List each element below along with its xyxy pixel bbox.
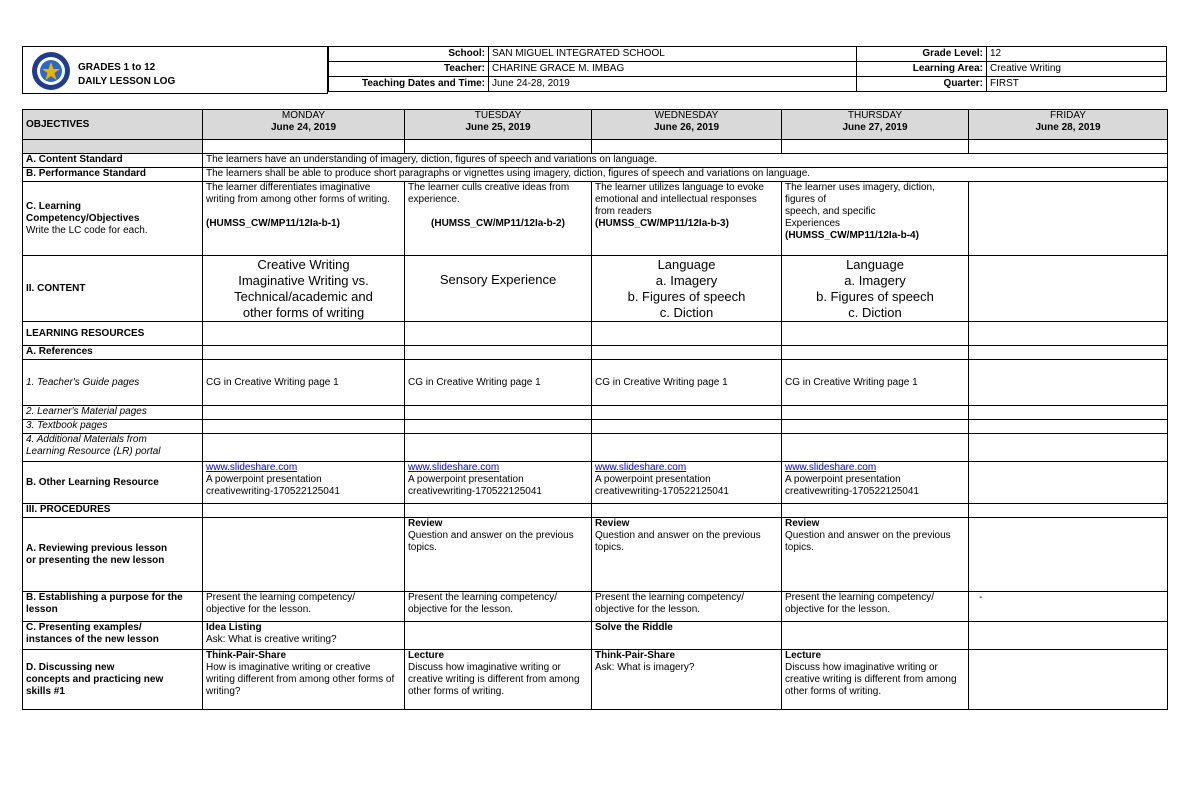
competency-code: (HUMSS_CW/MP11/12Ia-b-4)	[785, 230, 919, 241]
other-resource-line: creativewriting-170522125041	[785, 486, 919, 497]
quarter-value: FIRST	[987, 77, 1167, 92]
performance-standard-text: The learners shall be able to produce short paragraphs or vignettes using imagery, diction, figures of speech and variations on language.	[203, 168, 1168, 182]
slideshare-link[interactable]: www.slideshare.com	[595, 462, 687, 473]
teachers-guide-row	[23, 360, 1168, 406]
purpose-label-line2: lesson	[26, 604, 58, 615]
empty-cell	[405, 420, 592, 434]
empty-cell	[405, 322, 592, 346]
empty-cell	[782, 420, 969, 434]
purpose-friday: -	[969, 592, 1168, 622]
discussing-row	[23, 650, 1168, 710]
reviewing-row	[23, 518, 1168, 592]
content-line: Language	[846, 256, 904, 272]
content-row	[23, 256, 1168, 322]
content-standard-text: The learners have an understanding of imagery, diction, figures of speech and variations on language.	[203, 154, 1168, 168]
procedures-label: III. PROCEDURES	[23, 504, 203, 518]
empty-cell	[203, 420, 405, 434]
other-resource-label: B. Other Learning Resource	[23, 462, 203, 504]
presenting-row	[23, 622, 1168, 650]
discussing-label-line2: concepts and practicing new	[26, 673, 164, 685]
discussing-friday	[969, 650, 1168, 710]
empty-cell	[969, 504, 1168, 518]
empty-cell	[203, 504, 405, 518]
competency-line: Experiences	[785, 218, 841, 229]
other-resource-wednesday	[592, 462, 782, 504]
content-line: a. Imagery	[844, 272, 906, 288]
teachers-guide-friday	[969, 360, 1168, 406]
competency-monday	[203, 182, 405, 256]
content-line: a. Imagery	[655, 272, 718, 288]
discussing-monday	[203, 650, 405, 710]
purpose-line: Present the learning competency/	[595, 592, 744, 603]
teachers-guide-thursday: CG in Creative Writing page 1	[782, 360, 969, 406]
teachers-guide-wednesday: CG in Creative Writing page 1	[592, 360, 782, 406]
days-header-row	[23, 110, 1168, 140]
empty-cell	[969, 322, 1168, 346]
presenting-wednesday	[592, 622, 782, 650]
discussing-text: How is imaginative writing or creative writing different from among other forms of writing?	[206, 662, 395, 697]
day-header-wednesday	[592, 110, 782, 140]
content-line: c. Diction	[848, 304, 902, 320]
procedures-row	[23, 504, 1168, 518]
other-resource-line: A powerpoint presentation	[595, 474, 711, 485]
review-text: Question and answer on the previous topics.	[408, 530, 574, 553]
competency-label-line2: Competency/Objectives	[26, 212, 140, 224]
content-friday	[969, 256, 1168, 322]
reviewing-thursday	[782, 518, 969, 592]
grades-line-2: DAILY LESSON LOG	[78, 76, 176, 87]
discussing-text: Ask: What is imagery?	[595, 662, 695, 673]
competency-code: (HUMSS_CW/MP11/12Ia-b-1)	[206, 218, 340, 229]
content-line: other forms of writing	[242, 304, 365, 320]
other-resource-line: A powerpoint presentation	[408, 474, 524, 485]
competency-tuesday	[405, 182, 592, 256]
header-logo-box	[22, 46, 328, 94]
purpose-line: Present the learning competency/	[206, 592, 355, 603]
spacer-cell	[405, 140, 592, 154]
grade-level-label: Grade Level:	[857, 47, 987, 62]
empty-cell	[969, 434, 1168, 462]
competency-code: (HUMSS_CW/MP11/12Ia-b-2)	[431, 218, 565, 229]
empty-cell	[592, 322, 782, 346]
empty-cell	[592, 420, 782, 434]
discussing-tuesday	[405, 650, 592, 710]
other-resource-line: creativewriting-170522125041	[206, 486, 340, 497]
additional-materials-row	[23, 434, 1168, 462]
discussing-title: Lecture	[408, 650, 445, 661]
content-line: b. Figures of speech	[627, 288, 746, 304]
reviewing-wednesday	[592, 518, 782, 592]
content-line: Technical/academic and	[234, 288, 373, 304]
empty-cell	[969, 346, 1168, 360]
day-header-thursday	[782, 110, 969, 140]
day-header-friday	[969, 110, 1168, 140]
other-resource-line: creativewriting-170522125041	[595, 486, 729, 497]
day-date: June 28, 2019	[1035, 122, 1101, 133]
day-name: FRIDAY	[1050, 110, 1086, 121]
learning-area-label: Learning Area:	[857, 62, 987, 77]
competency-row	[23, 182, 1168, 256]
content-thursday	[782, 256, 969, 322]
content-label: II. CONTENT	[23, 256, 203, 322]
purpose-row	[23, 592, 1168, 622]
content-line: Creative Writing	[257, 256, 350, 272]
additional-materials-label	[23, 434, 203, 462]
spacer-cell	[592, 140, 782, 154]
grades-title	[78, 61, 175, 89]
discussing-text: Discuss how imaginative writing or creative writing is different from among other forms of writing.	[408, 662, 580, 697]
grade-level-value: 12	[987, 47, 1167, 62]
competency-wednesday	[592, 182, 782, 256]
learners-material-label: 2. Learner's Material pages	[23, 406, 203, 420]
discussing-label-line3: skills #1	[26, 685, 65, 697]
purpose-line: objective for the lesson.	[785, 604, 891, 615]
competency-text: The learner culls creative ideas from experience.	[408, 182, 570, 205]
empty-cell	[592, 504, 782, 518]
competency-friday	[969, 182, 1168, 256]
spacer-cell	[782, 140, 969, 154]
discussing-title: Think-Pair-Share	[595, 650, 676, 661]
empty-cell	[203, 322, 405, 346]
empty-cell	[969, 420, 1168, 434]
reviewing-label-line2: or presenting the new lesson	[26, 554, 165, 566]
competency-code: (HUMSS_CW/MP11/12Ia-b-3)	[595, 218, 729, 229]
content-wednesday	[592, 256, 782, 322]
textbook-row	[23, 420, 1168, 434]
quarter-label: Quarter:	[857, 77, 987, 92]
day-name: WEDNESDAY	[654, 110, 719, 121]
purpose-label	[23, 592, 203, 622]
day-name: TUESDAY	[474, 110, 522, 121]
empty-cell	[782, 434, 969, 462]
presenting-title: Solve the Riddle	[595, 622, 673, 633]
learning-area-value: Creative Writing	[987, 62, 1167, 77]
purpose-monday	[203, 592, 405, 622]
spacer-row	[23, 140, 1168, 154]
reviewing-tuesday	[405, 518, 592, 592]
other-resource-line: A powerpoint presentation	[206, 474, 322, 485]
empty-cell	[782, 322, 969, 346]
presenting-label-line1: C. Presenting examples/	[26, 622, 142, 633]
content-monday	[203, 256, 405, 322]
competency-text: The learner differentiates imaginative writing from among other forms of writing.	[206, 182, 390, 205]
day-name: MONDAY	[281, 110, 326, 121]
references-label: A. References	[23, 346, 203, 360]
day-date: June 25, 2019	[465, 122, 531, 133]
learning-resources-label: LEARNING RESOURCES	[23, 322, 203, 346]
discussing-title: Lecture	[785, 650, 822, 661]
slideshare-link[interactable]: www.slideshare.com	[206, 462, 298, 473]
other-resource-line: creativewriting-170522125041	[408, 486, 542, 497]
discussing-thursday	[782, 650, 969, 710]
performance-standard-label: B. Performance Standard	[23, 168, 203, 182]
header-info-table	[328, 46, 1167, 92]
lesson-log-table	[22, 109, 1168, 710]
purpose-line: Present the learning competency/	[408, 592, 557, 603]
slideshare-link[interactable]: www.slideshare.com	[785, 462, 877, 473]
other-resource-line: A powerpoint presentation	[785, 474, 901, 485]
empty-cell	[782, 346, 969, 360]
day-date: June 27, 2019	[842, 122, 908, 133]
slideshare-link[interactable]: www.slideshare.com	[408, 462, 500, 473]
empty-cell	[203, 406, 405, 420]
teacher-value: CHARINE GRACE M. IMBAG	[489, 62, 857, 77]
textbook-label: 3. Textbook pages	[23, 420, 203, 434]
presenting-friday	[969, 622, 1168, 650]
day-name: THURSDAY	[847, 110, 903, 121]
presenting-label	[23, 622, 203, 650]
discussing-text: Discuss how imaginative writing or creative writing is different from among other forms of writing.	[785, 662, 957, 697]
discussing-label	[23, 650, 203, 710]
additional-materials-line2: Learning Resource (LR) portal	[26, 446, 161, 457]
empty-cell	[405, 504, 592, 518]
empty-cell	[782, 504, 969, 518]
day-header-tuesday	[405, 110, 592, 140]
purpose-label-line1: B. Establishing a purpose for the	[26, 592, 183, 603]
presenting-tuesday	[405, 622, 592, 650]
other-resource-tuesday	[405, 462, 592, 504]
content-line: c. Diction	[659, 304, 714, 320]
other-resource-thursday	[782, 462, 969, 504]
day-header-monday	[203, 110, 405, 140]
teachers-guide-monday: CG in Creative Writing page 1	[203, 360, 405, 406]
grades-line-1: GRADES 1 to 12	[78, 62, 156, 73]
discussing-label-line1: D. Discussing new	[26, 661, 115, 673]
content-tuesday	[405, 256, 592, 322]
review-text: Question and answer on the previous topics.	[785, 530, 951, 553]
content-line: Imaginative Writing vs.	[238, 272, 369, 288]
purpose-line: Present the learning competency/	[785, 592, 934, 603]
presenting-text: Ask: What is creative writing?	[206, 634, 337, 645]
empty-cell	[405, 406, 592, 420]
teachers-guide-tuesday: CG in Creative Writing page 1	[405, 360, 592, 406]
reviewing-label	[23, 518, 203, 592]
competency-label	[23, 182, 203, 256]
purpose-line: objective for the lesson.	[206, 604, 312, 615]
discussing-title: Think-Pair-Share	[206, 650, 287, 661]
teachers-guide-label: 1. Teacher's Guide pages	[23, 360, 203, 406]
competency-line: The learner uses imagery, diction,	[785, 182, 935, 193]
purpose-thursday	[782, 592, 969, 622]
day-date: June 24, 2019	[270, 122, 337, 133]
learners-material-row	[23, 406, 1168, 420]
reviewing-monday	[203, 518, 405, 592]
dates-value: June 24-28, 2019	[489, 77, 857, 92]
content-standard-label: A. Content Standard	[23, 154, 203, 168]
presenting-label-line2: instances of the new lesson	[26, 634, 159, 645]
empty-cell	[592, 346, 782, 360]
presenting-title: Idea Listing	[206, 622, 262, 633]
teacher-label: Teacher:	[329, 62, 489, 77]
purpose-line: objective for the lesson.	[408, 604, 514, 615]
school-label: School:	[329, 47, 489, 62]
objectives-label: OBJECTIVES	[23, 110, 203, 140]
purpose-line: objective for the lesson.	[595, 604, 701, 615]
performance-standard-row	[23, 168, 1168, 182]
dates-label: Teaching Dates and Time:	[329, 77, 489, 92]
spacer-cell	[969, 140, 1168, 154]
content-line: Language	[657, 256, 716, 272]
content-line: Sensory Experience	[439, 272, 557, 287]
empty-cell	[405, 434, 592, 462]
presenting-thursday	[782, 622, 969, 650]
competency-line: speech, and specific	[785, 206, 876, 217]
competency-line: figures of	[785, 194, 827, 205]
reviewing-friday	[969, 518, 1168, 592]
empty-cell	[203, 346, 405, 360]
content-standard-row	[23, 154, 1168, 168]
empty-cell	[203, 434, 405, 462]
spacer-cell	[23, 140, 203, 154]
purpose-tuesday	[405, 592, 592, 622]
content-line: b. Figures of speech	[816, 288, 934, 304]
competency-label-line1: C. Learning	[26, 200, 82, 212]
references-row	[23, 346, 1168, 360]
additional-materials-line1: 4. Additional Materials from	[26, 434, 147, 445]
reviewing-label-line1: A. Reviewing previous lesson	[26, 542, 168, 554]
other-resource-row	[23, 462, 1168, 504]
deped-seal-icon	[31, 51, 71, 91]
review-text: Question and answer on the previous topics.	[595, 530, 761, 553]
empty-cell	[592, 406, 782, 420]
review-title: Review	[785, 518, 820, 529]
empty-cell	[592, 434, 782, 462]
review-title: Review	[595, 518, 630, 529]
presenting-monday	[203, 622, 405, 650]
competency-thursday	[782, 182, 969, 256]
empty-cell	[969, 406, 1168, 420]
review-title: Review	[408, 518, 443, 529]
other-resource-monday	[203, 462, 405, 504]
competency-label-line3: Write the LC code for each.	[26, 224, 148, 236]
other-resource-friday	[969, 462, 1168, 504]
school-value: SAN MIGUEL INTEGRATED SCHOOL	[489, 47, 857, 62]
purpose-wednesday	[592, 592, 782, 622]
learning-resources-row	[23, 322, 1168, 346]
empty-cell	[405, 346, 592, 360]
discussing-wednesday	[592, 650, 782, 710]
day-date: June 26, 2019	[653, 122, 720, 133]
spacer-cell	[203, 140, 405, 154]
competency-text: The learner utilizes language to evoke emotional and intellectual responses from readers	[595, 182, 764, 217]
empty-cell	[782, 406, 969, 420]
